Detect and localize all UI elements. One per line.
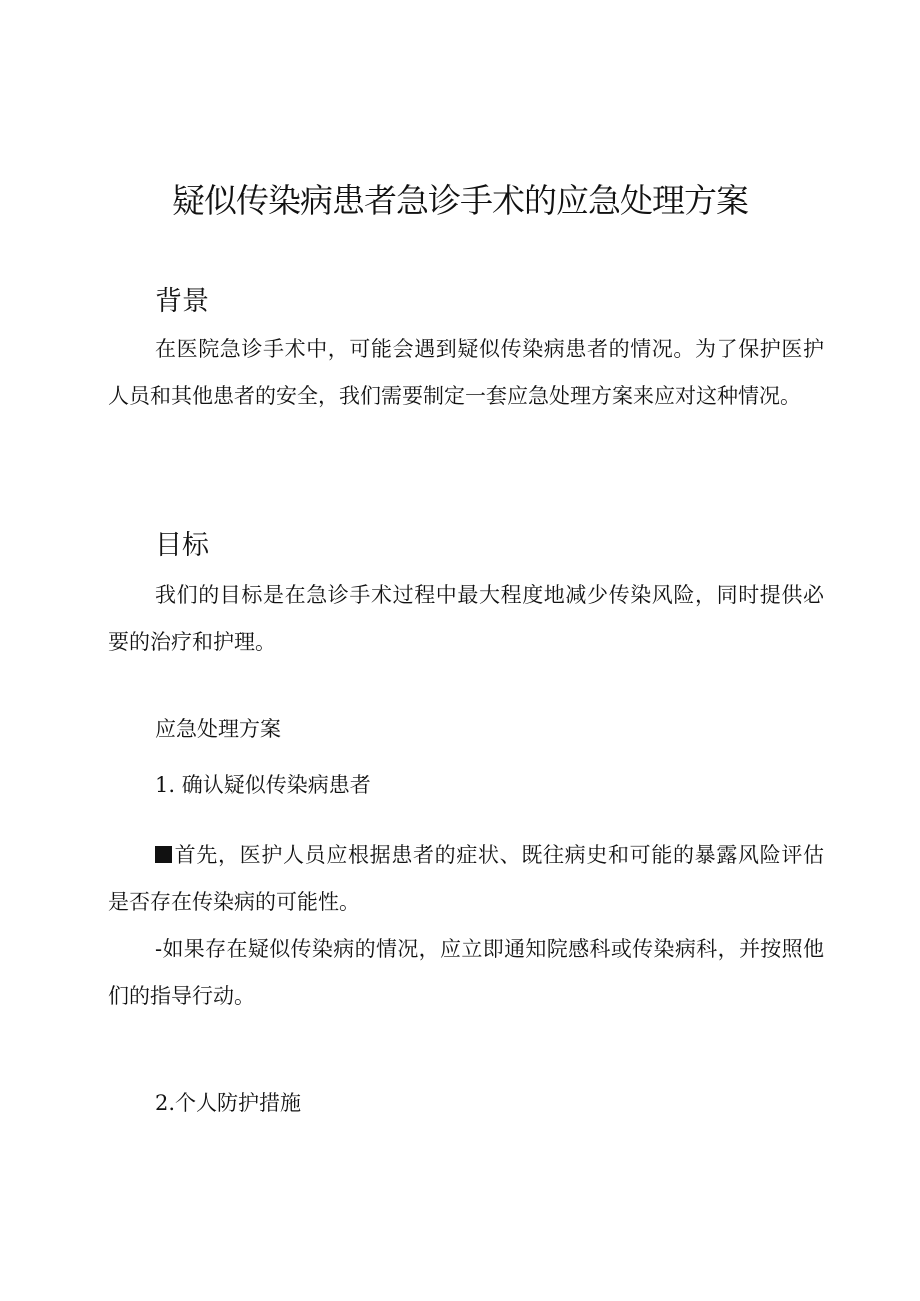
document-title: 疑似传染病患者急诊手术的应急处理方案 [172, 181, 748, 220]
section-heading-goal: 目标 [155, 530, 209, 561]
section-heading-background: 背景 [155, 286, 209, 317]
plan-heading: 应急处理方案 [155, 717, 281, 741]
step2-title: 2.个人防护措施 [155, 1091, 302, 1115]
goal-paragraph: 我们的目标是在急诊手术过程中最大程度地减少传染风险，同时提供必要的治疗和护理。 [108, 583, 824, 654]
step1-bullet-paragraph [108, 832, 824, 926]
step1-title: 1. 确认疑似传染病患者 [155, 773, 371, 797]
step1-dash-item: -如果存在疑似传染病的情况，应立即通知院感科或传染病科，并按照他们的指导行动。 [108, 937, 824, 1008]
background-paragraph: 在医院急诊手术中，可能会遇到疑似传染病患者的情况。为了保护医护人员和其他患者的安全，我们需要制定一套应急处理方案来应对这种情况。 [108, 337, 824, 408]
step1-bullet-text: 首先，医护人员应根据患者的症状、既往病史和可能的暴露风险评估是否存在传染病的可能性。 [108, 843, 824, 914]
square-bullet-icon [155, 846, 172, 863]
